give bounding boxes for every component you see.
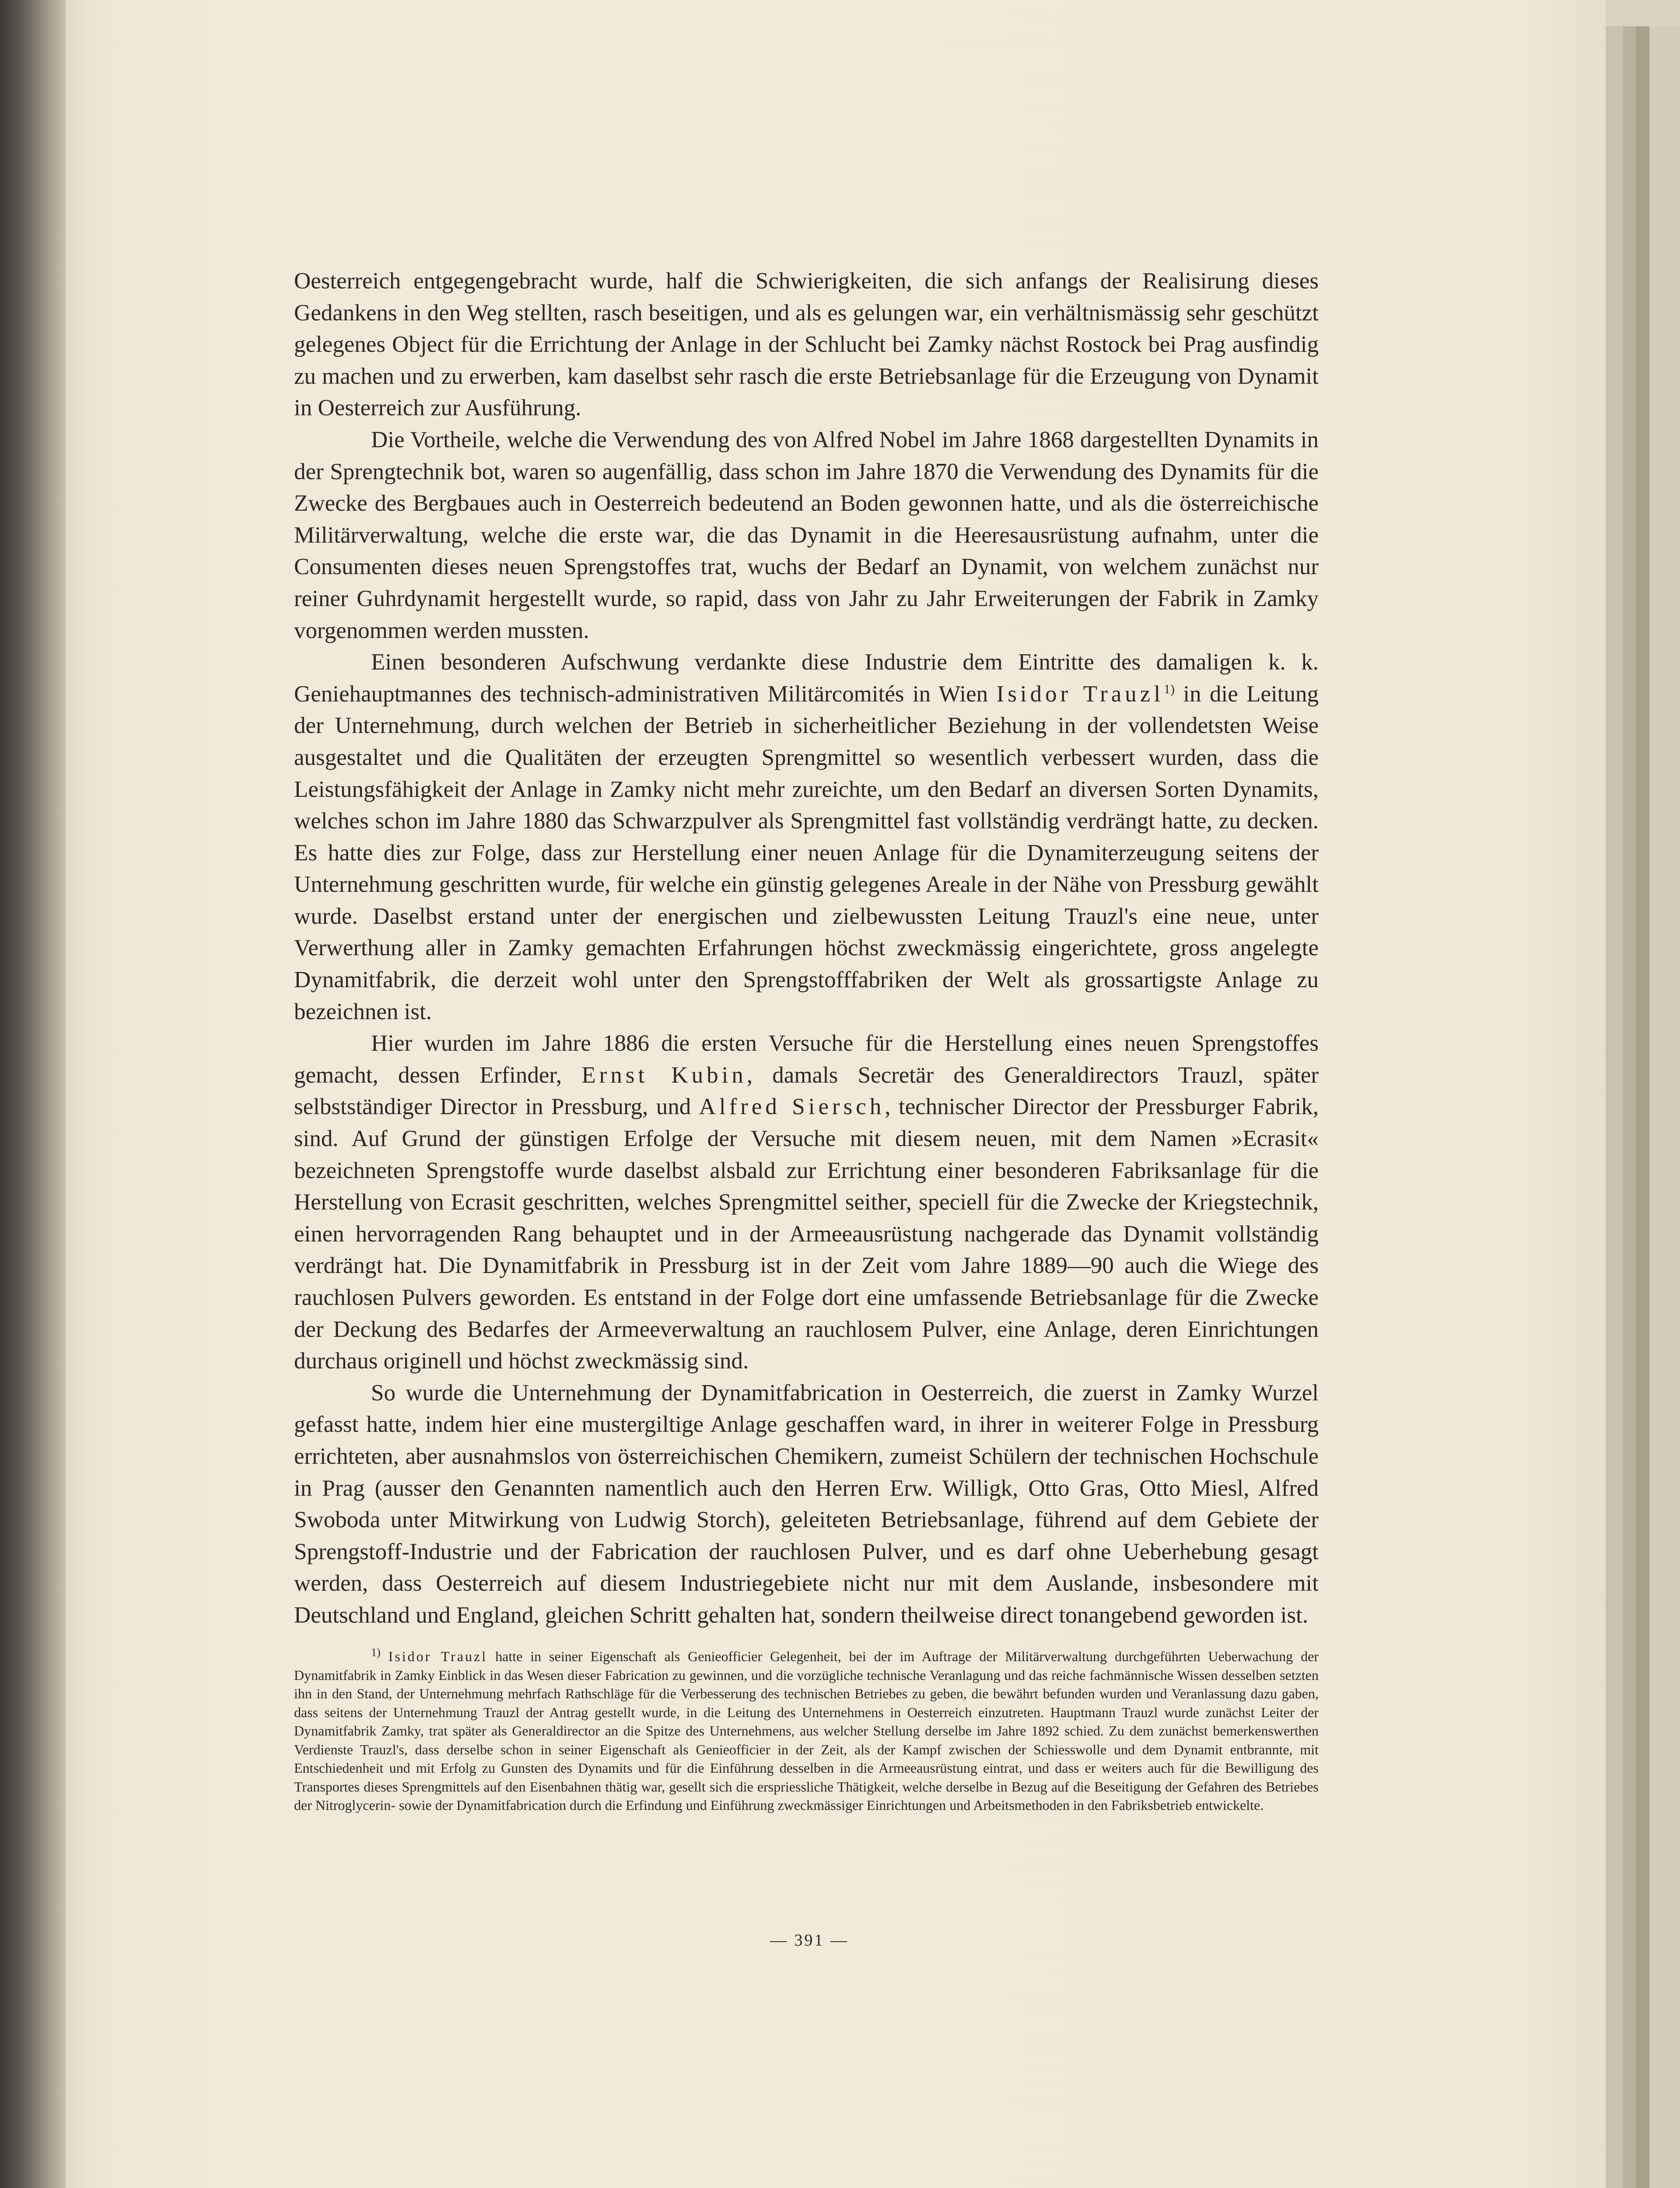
paragraph-3-text: Einen besonderen Aufschwung verdankte diese Industrie dem Eintritte des damaligen k. k. Geniehauptmannes des technisch-administrativen Militärcomités in Wien [294, 649, 1319, 707]
person-name-kubin: Ernst Kubin [581, 1062, 747, 1088]
page-number: — 391 — [770, 1931, 849, 1950]
paragraph-4-text: Hier wurden im Jahre 1886 die ersten Versuche für die Herstellung eines neuen Sprengstoffes gemacht, dessen Erfinder, [294, 1031, 1319, 1088]
book-spine [0, 0, 66, 2188]
footnote-reference[interactable]: 1) [1164, 682, 1175, 697]
paragraph-4 [294, 1027, 1319, 1377]
footnote-text: hatte in seiner Eigenschaft als Genieofficier Gelegenheit, bei der im Auftrage der Militärverwaltung durchgeführten Ueberwachung der Dynamitfabrik in Zamky Einblick in das Wesen dieser Fabrication zu gewinnen, und die vorzügliche technische Veranlagung und das reiche fachmännische Wissen desselben setzten ihn in den Stand, der Unternehmung mehrfach Rathschläge für die Verbesserung des technischen Betriebes zu geben, die bewährt befunden wurden und Veranlassung dazu gaben, dass seitens der Unternehmung Trauzl der Antrag gestellt wurde, in die Leitung des Unternehmens in Oesterreich einzutreten. Hauptmann Trauzl wurde zunächst Leiter der Dynamitfabrik Zamky, trat später als Generaldirector an die Spitze des Unternehmens, aus welcher Stellung derselbe im Jahre 1892 schied. Zu dem zunächst bemerkenswerthen Verdienste Trauzl's, dass derselbe schon in seiner Eigenschaft als Genieofficier in der Zeit, als der Kampf zwischen der Schiesswolle und dem Dynamit entbrannte, mit Entschiedenheit und mit Erfolg zu Gunsten des Dynamits und für die Einführung desselben in die Armeeausrüstung eintrat, und dass er weiters auch für die Bewilligung des Transportes dieses Sprengmittels auf den Eisenbahnen thätig war, gesellt sich die erspriessliche Thätigkeit, welche derselbe in Bezug auf die Beseitigung der Gefahren des Betriebes der Nitroglycerin- sowie der Dynamitfabrication durch die Erfindung und Einführung zweckmässiger Einrichtungen und Arbeitsmethoden in den Fabriksbetrieb entwickelte. [294, 1648, 1319, 1813]
paragraph-5: So wurde die Unternehmung der Dynamitfabrication in Oesterreich, die zuerst in Zamky Wurzel gefasst hatte, indem hier eine mustergiltige Anlage geschaffen ward, in ihrer in weiterer Folge in Pressburg errichteten, aber ausnahmslos von österreichischen Chemikern, zumeist Schülern der technischen Hochschule in Prag (ausser den Genannten namentlich auch den Herren Erw. Willigk, Otto Gras, Otto Miesl, Alfred Swoboda unter Mitwirkung von Ludwig Storch), geleiteten Betriebsanlage, führend auf dem Gebiete der Sprengstoff-Industrie und der Fabrication der rauchlosen Pulver, und es darf ohne Ueberhebung gesagt werden, dass Oesterreich auf diesem Industriegebiete nicht nur mit dem Auslande, insbesondere mit Deutschland und England, gleichen Schritt gehalten hat, sondern theilweise direct tonangebend geworden ist. [294, 1380, 1319, 1628]
paragraph-1: Oesterreich entgegengebracht wurde, half die Schwierigkeiten, die sich anfangs der Realisirung dieses Gedankens in den Weg stellten, rasch beseitigen, und als es gelungen war, ein verhältnismässig sehr geschützt gelegenes Object für die Errichtung der Anlage in der Schlucht bei Zamky nächst Rostock bei Prag ausfindig zu machen und zu erwerben, kam daselbst sehr rasch die erste Betriebsanlage für die Erzeugung von Dynamit in Oesterreich zur Ausführung. [294, 268, 1319, 421]
footnote-mark: 1) [371, 1646, 381, 1659]
paragraph-4-text-cont: , damals Secretär des Generaldirectors Trauzl, später selbstständiger Director in Pressburg, und [294, 1062, 1319, 1120]
page-edge [1649, 26, 1680, 2188]
person-name-siersch: Alfred Siersch [699, 1094, 885, 1120]
person-name-trauzl: Isidor Trauzl [996, 681, 1164, 707]
paragraph-4-text-end: , technischer Director der Pressburger Fabrik, sind. Auf Grund der günstigen Erfolge der Versuche mit diesem neuen, mit dem Namen »Ecrasit« bezeichneten Sprengstoffe wurde daselbst alsbald zur Errichtung einer besonderen Fabriksanlage für die Herstellung von Ecrasit geschritten, welches Sprengmittel seither, speciell für die Zwecke der Kriegstechnik, einen hervorragenden Rang behauptet und in der Armeeausrüstung nachgerade das Dynamit vollständig verdrängt hat. Die Dynamitfabrik in Pressburg ist in der Zeit vom Jahre 1889—90 auch die Wiege des rauchlosen Pulvers geworden. Es entstand in der Folge dort eine umfassende Betriebsanlage für die Zwecke der Deckung des Bedarfes der Armeeverwaltung an rauchlosem Pulver, eine Anlage, deren Einrichtungen durchaus originell und höchst zweckmässig sind. [294, 1094, 1319, 1374]
paragraph-2: Die Vortheile, welche die Verwendung des von Alfred Nobel im Jahre 1868 dargestellten Dynamits in der Sprengtechnik bot, waren so augenfällig, dass schon im Jahre 1870 die Verwendung des Dynamits für die Zwecke des Bergbaues auch in Oesterreich bedeutend an Boden gewonnen hatte, und als die österreichische Militärverwaltung, welche die erste war, die das Dynamit in die Heeresausrüstung aufnahm, unter die Consumenten dieses neuen Sprengstoffes trat, wuchs der Bedarf an Dynamit, von welchem zunächst nur reiner Guhrdynamit hergestellt wurde, so rapid, dass von Jahr zu Jahr Erweiterungen der Fabrik in Zamky vorgenommen werden mussten. [294, 427, 1319, 643]
paragraph-3-text-cont: in die Leitung der Unternehmung, durch welchen der Betrieb in sicherheitlicher Beziehung in der vollendetsten Weise ausgestaltet und die Qualitäten der erzeugten Sprengmittel so wesentlich verbessert wurden, dass die Leistungsfähigkeit der Anlage in Zamky nicht mehr zureichte, um den Bedarf an diversen Sorten Dynamits, welches schon im Jahre 1880 das Schwarzpulver als Sprengmittel fast vollständig verdrängt hatte, zu decken. Es hatte dies zur Folge, dass zur Herstellung einer neuen Anlage für die Dynamiterzeugung seitens der Unternehmung geschritten wurde, für welche ein günstig gelegenes Areale in der Nähe von Pressburg gewählt wurde. Daselbst erstand unter der energischen und zielbewussten Leitung Trauzl's eine neue, unter Verwerthung aller in Zamky gemachten Erfahrungen höchst zweckmässig eingerichtete, gross angelegte Dynamitfabrik, die derzeit wohl unter den Sprengstofffabriken der Welt als grossartigste Anlage zu bezeichnen ist. [294, 681, 1319, 1024]
page-edge [1623, 26, 1636, 2188]
footnote-person-name: Isidor Trauzl [388, 1648, 488, 1664]
page-edge [1636, 26, 1649, 2188]
paragraph-3 [294, 646, 1319, 1027]
page-edge [1606, 26, 1623, 2188]
footnote [294, 1647, 1319, 1815]
body-text [294, 265, 1319, 1631]
